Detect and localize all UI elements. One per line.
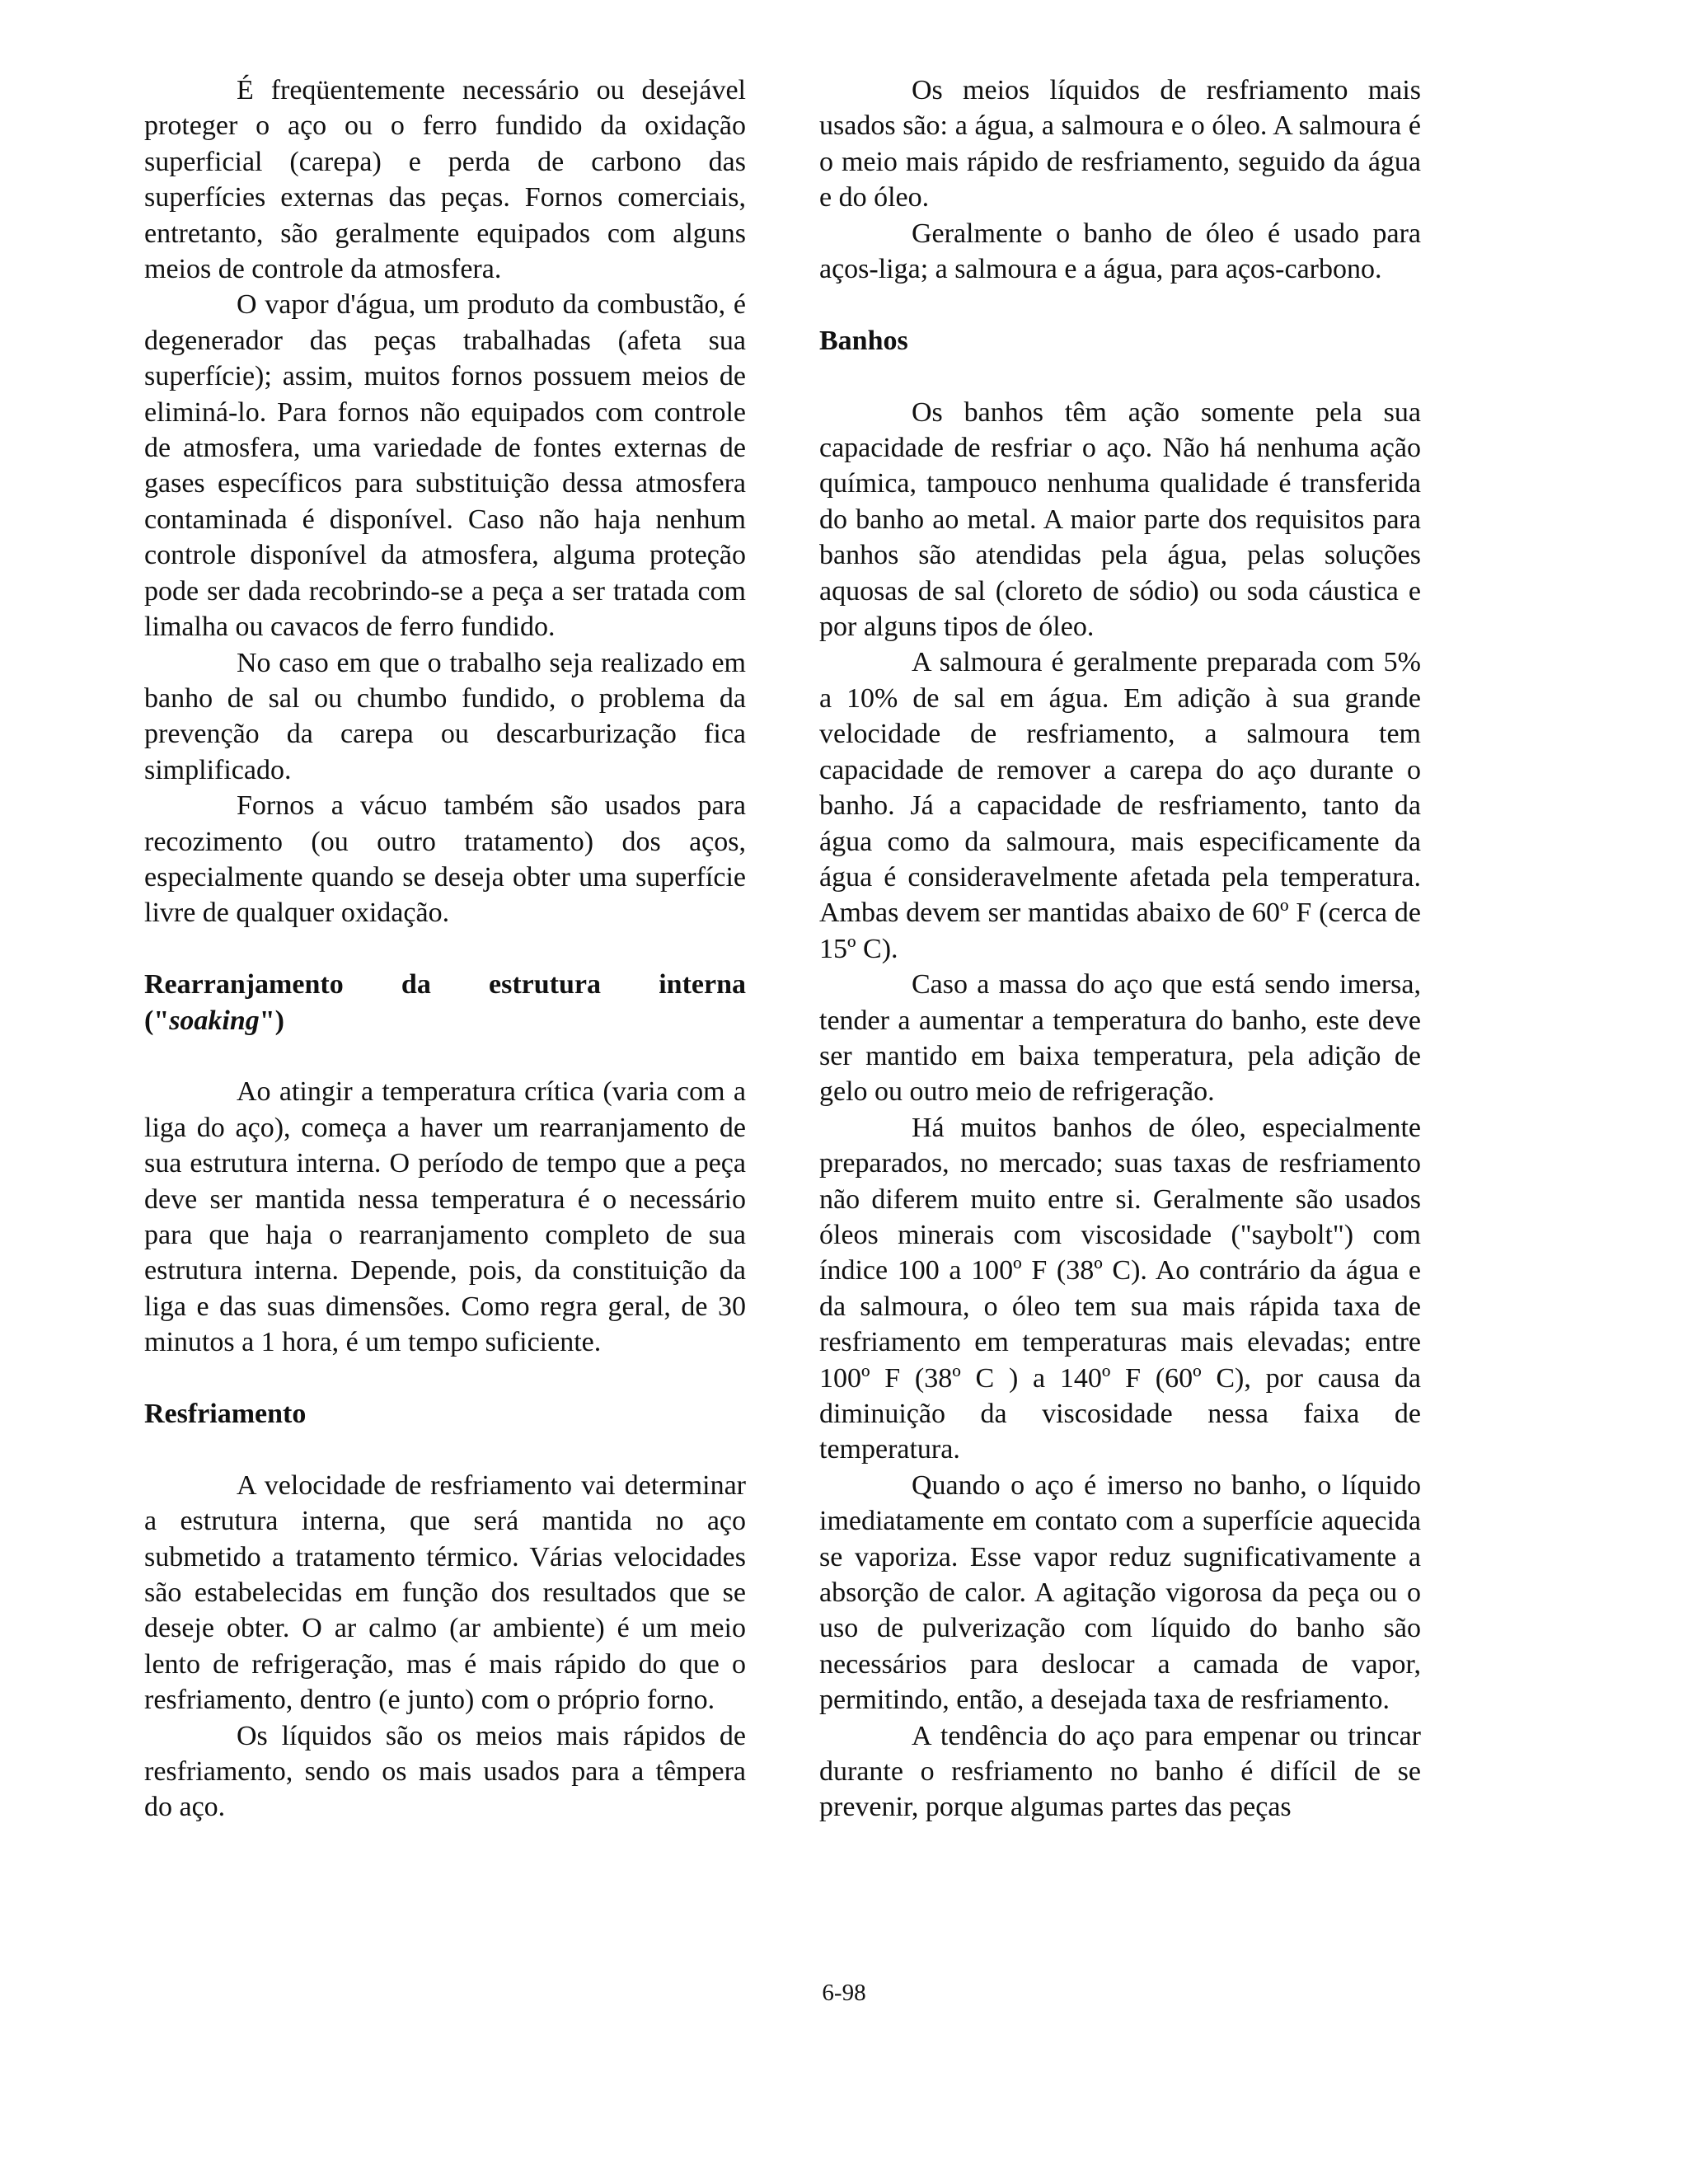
section-heading-line: Rearranjamento da estrutura interna: [144, 969, 746, 1001]
paragraph: O vapor d'água, um produto da combustão, é degenerador das peças trabalhadas (afeta sua superfície); assim, muitos fornos possuem meios de eliminá-lo. Para fornos não equipados com controle de atmosfera, uma variedade de fontes externas de gases específicos para substituição dessa atmosfera contaminada é disponível. Caso não haja nenhum controle disponível da atmosfera, alguma proteção pode ser dada recobrindo-se a peça a ser tratada com limalha ou cavacos de ferro fundido.: [144, 289, 746, 643]
paragraph: A velocidade de resfriamento vai determinar a estrutura interna, que será mantida no aço submetido a tratamento térmico. Várias velocidades são estabelecidas em função dos resultados que se deseje obter. O ar calmo (ar ambiente) é um meio lento de refrigeração, mas é mais rápido do que o resfriamento, dentro (e junto) com o próprio forno.: [144, 1469, 746, 1716]
paragraph: A salmoura é geralmente preparada com 5% a 10% de sal em água. Em adição à sua grande velocidade de resfriamento, a salmoura tem capacidade de remover a carepa do aço durante o banho. Já a capacidade de resfriamento, tanto da água como da salmoura, mais especificamente da água é consideravelmente afetada pela temperatura. Ambas devem ser mantidas abaixo de 60º F (cerca de 15º C).: [819, 647, 1421, 964]
paragraph: Os meios líquidos de resfriamento mais usados são: a água, a salmoura e o óleo. A salmoura é o meio mais rápido de resfriamento, seguido da água e do óleo.: [819, 75, 1421, 213]
paragraph: No caso em que o trabalho seja realizado em banho de sal ou chumbo fundido, o problema da prevenção da carepa ou descarburização fica simplificado.: [144, 647, 746, 785]
paragraph: Os banhos têm ação somente pela sua capacidade de resfriar o aço. Não há nenhuma ação química, tampouco nenhuma qualidade é transferida do banho ao metal. A maior parte dos requisitos para banhos são atendidas pela água, pelas soluções aquosas de sal (cloreto de sódio) ou soda cáustica e por alguns tipos de óleo.: [819, 396, 1421, 643]
paragraph: Os líquidos são os meios mais rápidos de resfriamento, sendo os mais usados para a têmpera do aço.: [144, 1720, 746, 1823]
paragraph: Ao atingir a temperatura crítica (varia com a liga do aço), começa a haver um rearranjamento de sua estrutura interna. O período de tempo que a peça deve ser mantida nessa temperatura é o necessário para que haja o rearranjamento completo de sua estrutura interna. Depende, pois, da constituição da liga e das suas dimensões. Como regra geral, de 30 minutos a 1 hora, é um tempo suficiente.: [144, 1076, 746, 1358]
right-column: [819, 73, 1421, 1825]
paragraph: A tendência do aço para empenar ou trincar durante o resfriamento no banho é difícil de se prevenir, porque algumas partes das peças: [819, 1720, 1421, 1823]
paragraph: Fornos a vácuo também são usados para recozimento (ou outro tratamento) dos aços, especialmente quando se deseja obter uma superfície livre de qualquer oxidação.: [144, 790, 746, 929]
section-heading-line: ("soaking"): [144, 1005, 284, 1036]
paragraph: Quando o aço é imerso no banho, o líquido imediatamente em contato com a superfície aquecida se vaporiza. Esse vapor reduz sugnificativamente a absorção de calor. A agitação vigorosa da peça ou o uso de pulverização com líquido do banho são necessários para deslocar a camada de vapor, permitindo, então, a desejada taxa de resfriamento.: [819, 1469, 1421, 1716]
section-heading-banhos: Banhos: [819, 325, 908, 356]
left-column: [144, 73, 746, 1825]
paragraph: Caso a massa do aço que está sendo imersa, tender a aumentar a temperatura do banho, este deve ser mantido em baixa temperatura, pela adição de gelo ou outro meio de refrigeração.: [819, 969, 1421, 1108]
section-heading-soaking: [144, 967, 746, 1038]
paragraph: É freqüentemente necessário ou desejável proteger o aço ou o ferro fundido da oxidação superficial (carepa) e perda de carbono das superfícies externas das peças. Fornos comerciais, entretanto, são geralmente equipados com alguns meios de controle da atmosfera.: [144, 75, 746, 285]
soaking-term: soaking: [169, 1005, 260, 1036]
paragraph: Há muitos banhos de óleo, especialmente preparados, no mercado; suas taxas de resfriamento não diferem muito entre si. Geralmente são usados óleos minerais com viscosidade ("saybolt") com índice 100 a 100º F (38º C). Ao contrário da água e da salmoura, o óleo tem sua mais rápida taxa de resfriamento em temperaturas mais elevadas; entre 100º F (38º C ) a 140º F (60º C), por causa da diminuição da viscosidade nessa faixa de temperatura.: [819, 1112, 1421, 1465]
page-number: 6-98: [822, 1980, 866, 2006]
section-heading-resfriamento: Resfriamento: [144, 1398, 307, 1429]
paragraph: Geralmente o banho de óleo é usado para aços-liga; a salmoura e a água, para aços-carbono.: [819, 218, 1421, 285]
